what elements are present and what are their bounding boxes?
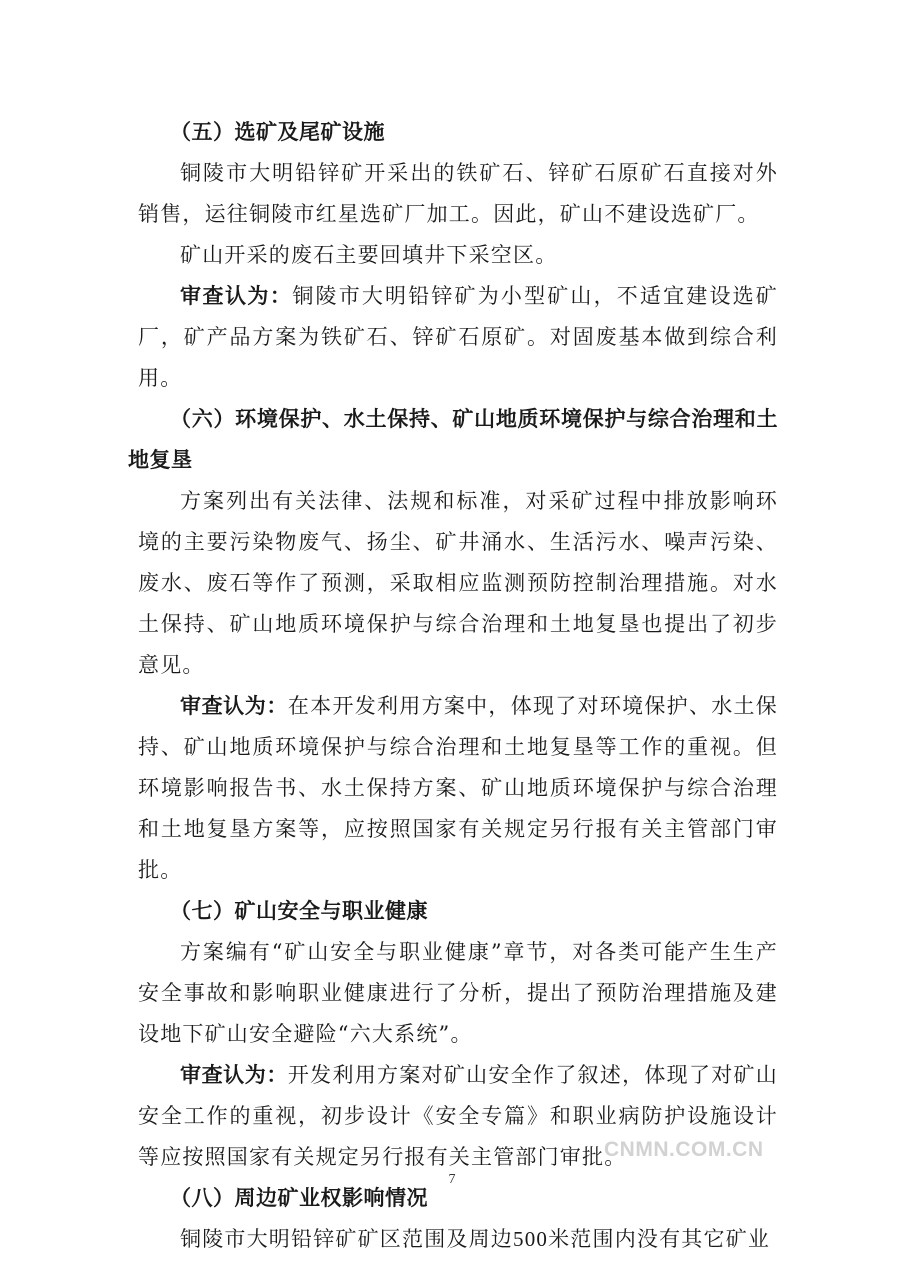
paragraph-text: 米范围内没有其它矿业 bbox=[548, 1227, 771, 1251]
distance-number: 500 bbox=[513, 1227, 549, 1251]
section-5-paragraph-1: 铜陵市大明铅锌矿开采出的铁矿石、锌矿石原矿石直接对外销售，运往铜陵市红星选矿厂加工。因此，矿山不建设选矿厂。 bbox=[138, 161, 778, 226]
section-7-paragraph-1: 方案编有“矿山安全与职业健康”章节，对各类可能产生生产安全事故和影响职业健康进行了分析，提出了预防治理措施及建设地下矿山安全避险“六大系统”。 bbox=[138, 940, 778, 1046]
paragraph-text: 铜陵市大明铅锌矿矿区范围及周边 bbox=[180, 1227, 513, 1251]
section-8-heading: （八）周边矿业权影响情况 bbox=[170, 1186, 428, 1210]
site-watermark: CNMN.COM.CN bbox=[604, 1138, 764, 1161]
section-6-paragraph-1: 方案列出有关法律、法规和标准，对采矿过程中排放影响环境的主要污染物废气、扬尘、矿井涌水、生活污水、噪声污染、废水、废石等作了预测，采取相应监测预防控制治理措施。对水土保持、矿山地质环境保护与综合治理和土地复垦也提出了初步意见。 bbox=[138, 489, 778, 677]
review-label: 审查认为： bbox=[180, 1063, 288, 1087]
review-text: 在本开发利用方案中，体现了对环境保护、水土保持、矿山地质环境保护与综合治理和土地复垦等工作的重视。但环境影响报告书、水土保持方案、矿山地质环境保护与综合治理和土地复垦方案等，应按照国家有关规定另行报有关主管部门审批。 bbox=[138, 694, 778, 882]
section-5-heading: （五）选矿及尾矿设施 bbox=[170, 120, 385, 144]
section-6-review bbox=[138, 686, 778, 891]
document-body bbox=[128, 112, 778, 1260]
review-text: 开发利用方案对矿山安全作了叙述，体现了对矿山安全工作的重视，初步设计《安全专篇》和职业病防护设施设计等应按照国家有关规定另行报有关主管部门审批。 bbox=[138, 1063, 778, 1169]
page-number: 7 bbox=[448, 1172, 456, 1187]
review-label: 审查认为： bbox=[180, 284, 293, 308]
section-7-heading: （七）矿山安全与职业健康 bbox=[170, 899, 428, 923]
review-label: 审查认为： bbox=[180, 694, 288, 718]
review-text: 铜陵市大明铅锌矿为小型矿山，不适宜建设选矿厂，矿产品方案为铁矿石、锌矿石原矿。对固废基本做到综合利用。 bbox=[138, 284, 778, 390]
section-8-paragraph-1 bbox=[138, 1219, 778, 1260]
section-5-review bbox=[138, 276, 778, 399]
section-6-heading: （六）环境保护、水土保持、矿山地质环境保护与综合治理和土地复垦 bbox=[128, 407, 778, 472]
section-5-paragraph-2: 矿山开采的废石主要回填井下采空区。 bbox=[180, 243, 558, 267]
